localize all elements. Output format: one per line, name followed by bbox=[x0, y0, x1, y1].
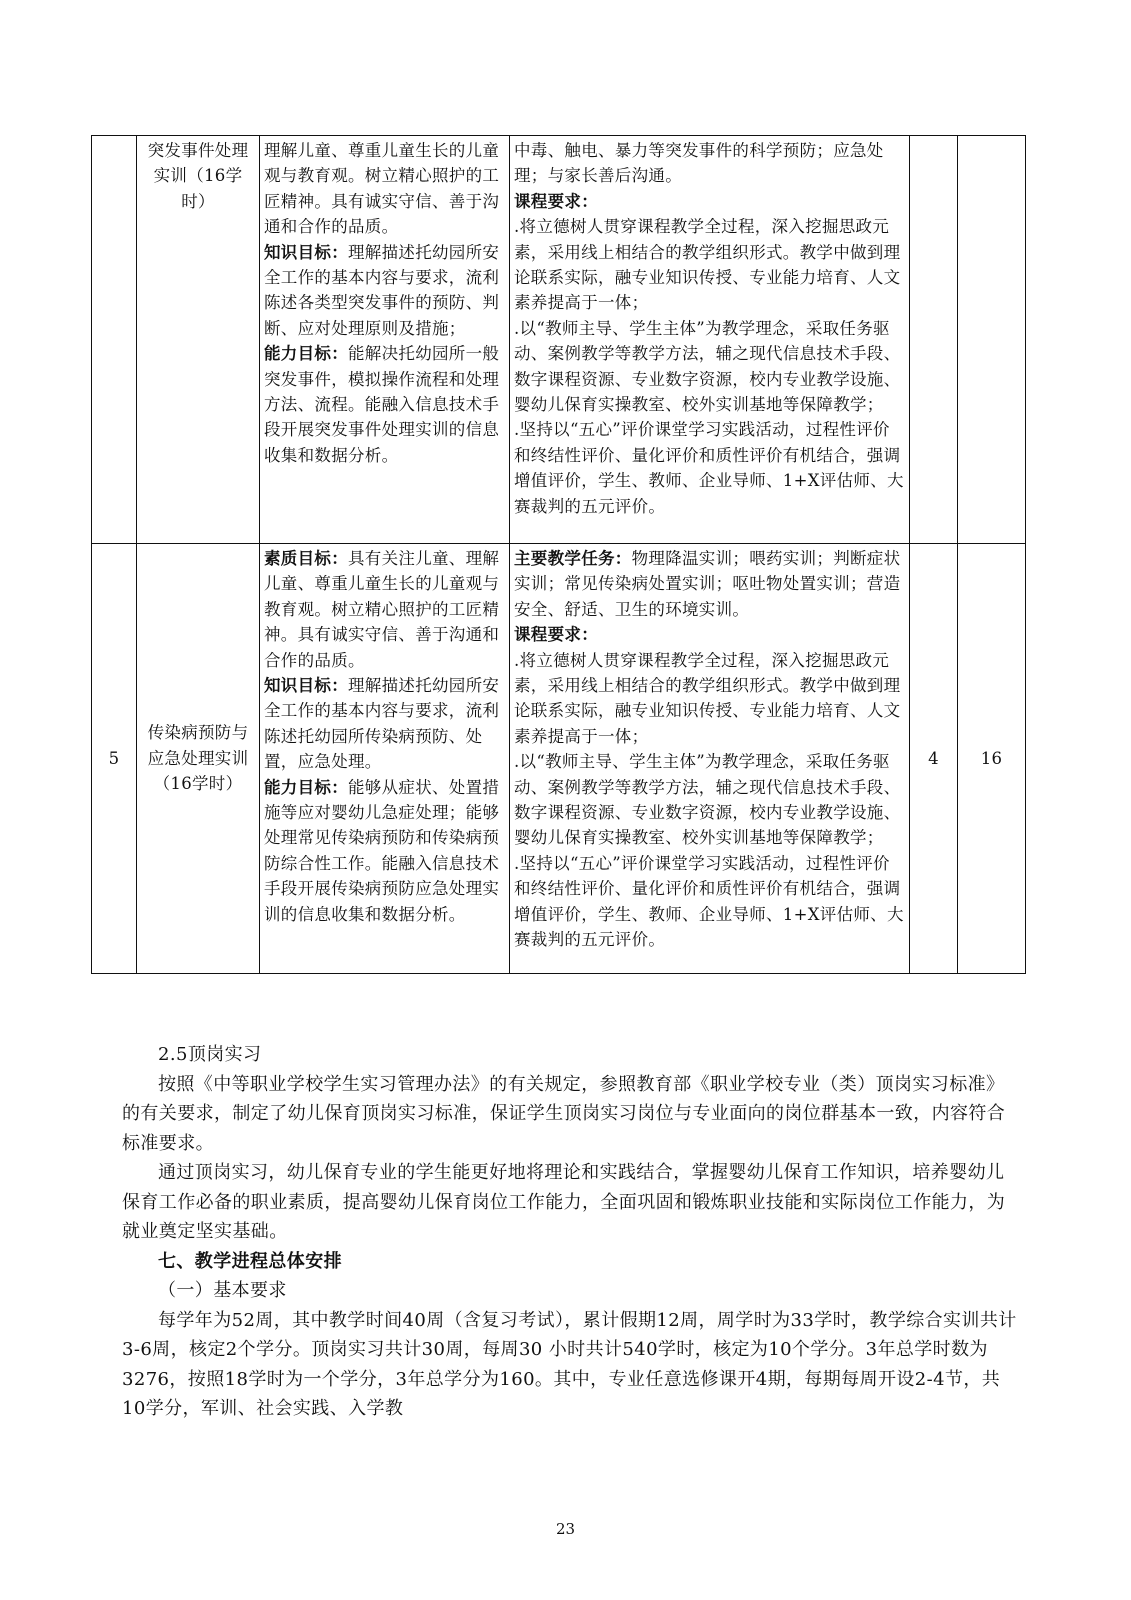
content-paragraph: 课程要求： bbox=[514, 625, 598, 645]
course-name: 突发事件处理实训（16学时） bbox=[137, 136, 260, 544]
content-paragraph: 主要教学任务：物理降温实训；喂药实训；判断症状实训；常见传染病处置实训；呕吐物处置实训；营造安全、舒适、卫生的环境实训。 bbox=[514, 549, 901, 619]
hours-cell: 16 bbox=[958, 544, 1026, 974]
page-number: 23 bbox=[555, 1520, 576, 1538]
section-heading: 2.5顶岗实习 bbox=[158, 1044, 262, 1065]
content-paragraph: 课程要求： bbox=[514, 191, 598, 211]
content-paragraph: 中毒、触电、暴力等突发事件的科学预防；应急处理；与家长善后沟通。 bbox=[514, 141, 884, 186]
row-number bbox=[92, 136, 137, 544]
content-paragraph: .将立德树人贯穿课程教学全过程，深入挖掘思政元素，采用线上相结合的教学组织形式。教学中做到理论联系实际，融专业知识传授、专业能力培育、人文素养提高于一体； bbox=[514, 650, 901, 746]
paragraph: 每学年为52周，其中教学时间40周（含复习考试），累计假期12周，周学时为33学时，教学综合实训共计3-6周，核定2个学分。顶岗实习共计30周，每周30 小时共计540学时，核定为10个学分。3年总学时数为3276，按照18学时为一个学分，3年总学分为160。其中，专业任意选修课开4期，每期每周开设2-4节，共10学分，军训、社会实践、入学教 bbox=[122, 1309, 1017, 1419]
goal-paragraph: 能力目标：能够从症状、处置措施等应对婴幼儿急症处理；能够处理常见传染病预防和传染病预防综合性工作。能融入信息技术手段开展传染病预防应急处理实训的信息收集和数据分析。 bbox=[264, 777, 500, 924]
goals-cell bbox=[260, 136, 510, 544]
credits-cell bbox=[910, 136, 958, 544]
curriculum-table bbox=[91, 135, 1026, 974]
goal-paragraph: 理解儿童、尊重儿童生长的儿童观与教育观。树立精心照护的工匠精神。具有诚实守信、善于沟通和合作的品质。 bbox=[264, 141, 500, 237]
content-paragraph: .以“教师主导、学生主体”为教学理念，采取任务驱动、案例教学等教学方法，辅之现代信息技术手段、数字课程资源、专业数字资源，校内专业教学设施、婴幼儿保育实操教室、校外实训基地等保障教学； bbox=[514, 752, 901, 848]
hours-cell bbox=[958, 136, 1026, 544]
content-cell bbox=[510, 544, 910, 974]
goal-paragraph: 能力目标：能解决托幼园所一般突发事件，模拟操作流程和处理方法、流程。能融入信息技术手段开展突发事件处理实训的信息收集和数据分析。 bbox=[264, 344, 500, 465]
content-paragraph: .坚持以“五心”评价课堂学习实践活动，过程性评价和终结性评价、量化评价和质性评价有机结合，强调增值评价，学生、教师、企业导师、1+X评估师、大赛裁判的五元评价。 bbox=[514, 853, 904, 950]
table-row bbox=[92, 544, 1026, 974]
sub-heading: （一）基本要求 bbox=[158, 1280, 287, 1301]
content-paragraph: .以“教师主导、学生主体”为教学理念，采取任务驱动、案例教学等教学方法，辅之现代信息技术手段、数字课程资源、专业数字资源，校内专业教学设施、婴幼儿保育实操教室、校外实训基地等保障教学； bbox=[514, 318, 901, 415]
row-number: 5 bbox=[92, 544, 137, 974]
goal-paragraph: 素质目标：具有关注儿童、理解儿童、尊重儿童生长的儿童观与教育观。树立精心照护的工匠精神。具有诚实守信、善于沟通和合作的品质。 bbox=[264, 549, 500, 670]
goal-paragraph: 知识目标：理解描述托幼园所安全工作的基本内容与要求，流利陈述托幼园所传染病预防、处置，应急处理。 bbox=[264, 676, 500, 772]
table-row bbox=[92, 136, 1026, 544]
content-cell bbox=[510, 136, 910, 544]
content-paragraph: .将立德树人贯穿课程教学全过程，深入挖掘思政元素，采用线上相结合的教学组织形式。教学中做到理论联系实际，融专业知识传授、专业能力培育、人文素养提高于一体； bbox=[514, 217, 901, 313]
section-2-5 bbox=[122, 1040, 1022, 1424]
paragraph: 按照《中等职业学校学生实习管理办法》的有关规定，参照教育部《职业学校专业（类）顶岗实习标准》的有关要求，制定了幼儿保育顶岗实习标准，保证学生顶岗实习岗位与专业面向的岗位群基本一致，内容符合标准要求。 bbox=[122, 1073, 1006, 1154]
credits-cell: 4 bbox=[910, 544, 958, 974]
goal-paragraph: 知识目标：理解描述托幼园所安全工作的基本内容与要求，流利陈述各类型突发事件的预防、判断、应对处理原则及措施； bbox=[264, 242, 500, 338]
paragraph: 通过顶岗实习，幼儿保育专业的学生能更好地将理论和实践结合，掌握婴幼儿保育工作知识，培养婴幼儿保育工作必备的职业素质，提高婴幼儿保育岗位工作能力，全面巩固和锻炼职业技能和实际岗位工作能力，为就业奠定坚实基础。 bbox=[122, 1162, 1006, 1242]
goals-cell bbox=[260, 544, 510, 974]
content-paragraph: .坚持以“五心”评价课堂学习实践活动，过程性评价和终结性评价、量化评价和质性评价有机结合，强调增值评价，学生、教师、企业导师、1+X评估师、大赛裁判的五元评价。 bbox=[514, 420, 904, 516]
chapter-heading: 七、教学进程总体安排 bbox=[158, 1250, 342, 1272]
course-name: 传染病预防与应急处理实训（16学时） bbox=[137, 544, 260, 974]
